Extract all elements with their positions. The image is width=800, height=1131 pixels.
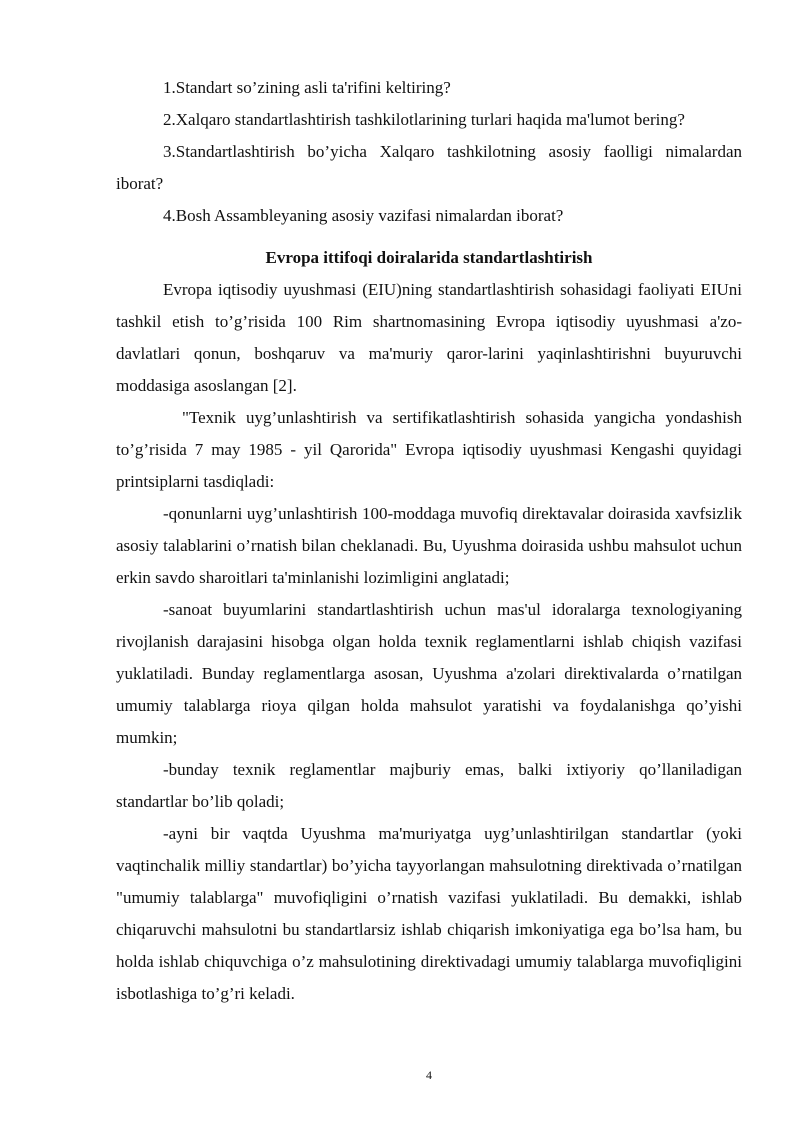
question-1: 1.Standart so’zining asli ta'rifini keltiring? xyxy=(163,78,451,97)
paragraph-4: -sanoat buyumlarini standartlashtirish uchun mas'ul idoralarga texnologiyaning rivojlanish darajasini hisobga olgan holda texnik reglamentlarni ishlab chiqish vazifasi yuklatiladi. Bunday reglamentlarga asosan, Uyushma a'zolari direktivalarda o’rnatilgan umumiy talablarga rioya qilgan holda mahsulot yaratishi va foydalanishga qo’yishi mumkin; xyxy=(116,600,742,747)
paragraph-1: Evropa iqtisodiy uyushmasi (EIU)ning standartlashtirish sohasidagi faoliyati EIUni tashkil etish to’g’risida 100 Rim shartnomasining Evropa iqtisodiy uyushmasi a'zo-davlatlari qonun, boshqaruv va ma'muriy qaror-larini yaqinlashtirishni buyuruvchi moddasiga asoslangan [2]. xyxy=(116,280,742,395)
question-3: 3.Standartlashtirish bo’yicha Xalqaro tashkilotning asosiy faolligi nimalardan iborat? xyxy=(116,142,742,193)
question-4: 4.Bosh Assambleyaning asosiy vazifasi nimalardan iborat? xyxy=(163,206,564,225)
section-heading: Evropa ittifoqi doiralarida standartlashtirish xyxy=(265,248,593,267)
paragraph-2: "Texnik uyg’unlashtirish va sertifikatlashtirish sohasida yangicha yondashish to’g’risida 7 may 1985 - yil Qarorida" Evropa iqtisodiy uyushmasi Kengashi quyidagi printsiplarni tasdiqladi: xyxy=(116,408,742,491)
paragraph-5: -bunday texnik reglamentlar majburiy emas, balki ixtiyoriy qo’llaniladigan standartlar bo’lib qoladi; xyxy=(116,760,742,811)
document-page xyxy=(116,72,742,1010)
paragraph-3: -qonunlarni uyg’unlashtirish 100-moddaga muvofiq direktavalar doirasida xavfsizlik asosiy talablarini o’rnatish bilan cheklanadi. Bu, Uyushma doirasida ushbu mahsulot uchun erkin savdo sharoitlari ta'minlanishi lozimligini anglatadi; xyxy=(116,504,742,587)
paragraph-6: -ayni bir vaqtda Uyushma ma'muriyatga uyg’unlashtirilgan standartlar (yoki vaqtinchalik milliy standartlar) bo’yicha tayyorlangan mahsulotning direktivada o’rnatilgan "umumiy talablarga" muvofiqligini o’rnatish vazifasi yuklatiladi. Bu demakki, ishlab chiqaruvchi mahsulotni bu standartlarsiz ishlab chiqarish imkoniyatiga ega bo’lsa ham, bu holda ishlab chiquvchiga o’z mahsulotining direktivadagi umumiy talablarga muvofiqligini isbotlashiga to’g’ri keladi. xyxy=(116,824,742,1003)
question-2: 2.Xalqaro standartlashtirish tashkilotlarining turlari haqida ma'lumot bering? xyxy=(163,110,685,129)
page-number: 4 xyxy=(426,1068,432,1082)
